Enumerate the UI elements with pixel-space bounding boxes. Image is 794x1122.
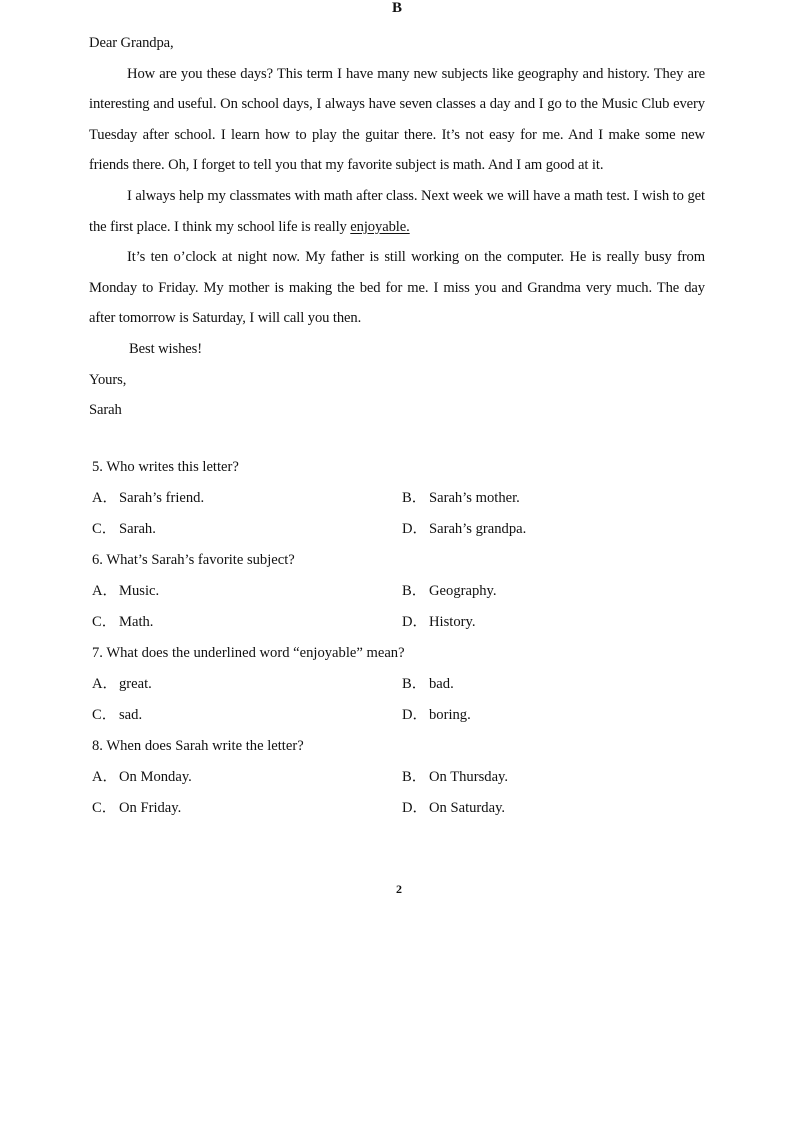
option-c[interactable] — [92, 607, 402, 638]
letter-paragraph-3: It’s ten o’clock at night now. My father is still working on the computer. He is really busy from Monday to Friday. My mother is making the bed for me. I miss you and Grandma very much. The day after tomorrow is Saturday, I will call you then. — [89, 249, 705, 327]
option-row — [92, 762, 712, 793]
option-row — [92, 793, 712, 824]
page-number: 2 — [396, 882, 402, 896]
section-label: B — [392, 0, 403, 16]
option-text: Sarah’s grandpa. — [429, 521, 527, 537]
option-row — [92, 669, 712, 700]
option-row — [92, 700, 712, 731]
option-c[interactable] — [92, 793, 402, 824]
question-stem: 5. Who writes this letter? — [92, 459, 239, 475]
option-text: On Saturday. — [429, 800, 506, 816]
option-letter: A． — [92, 676, 118, 692]
option-letter: C． — [92, 614, 117, 630]
option-b[interactable] — [402, 669, 712, 700]
option-text: On Thursday. — [429, 769, 509, 785]
option-text: Sarah’s friend. — [119, 490, 205, 506]
option-c[interactable] — [92, 700, 402, 731]
option-text: On Monday. — [119, 769, 192, 785]
option-text: sad. — [119, 707, 143, 723]
option-d[interactable] — [402, 514, 712, 545]
question-stem: 8. When does Sarah write the letter? — [92, 738, 304, 754]
option-b[interactable] — [402, 483, 712, 514]
letter-paragraph-2 — [89, 181, 705, 242]
option-letter: C． — [92, 521, 117, 537]
letter-paragraph-2-text: I always help my classmates with math after class. Next week we will have a math test. I wish to get the first place. I think my school life is really — [89, 187, 705, 235]
option-a[interactable] — [92, 762, 402, 793]
option-letter: A． — [92, 583, 118, 599]
letter-signoff: Yours, — [89, 371, 127, 388]
option-text: On Friday. — [119, 800, 182, 816]
question-stem: 7. What does the underlined word “enjoyable” mean? — [92, 645, 405, 661]
option-a[interactable] — [92, 576, 402, 607]
option-c[interactable] — [92, 514, 402, 545]
option-letter: B． — [402, 676, 427, 692]
option-letter: C． — [92, 800, 117, 816]
letter-greeting: Dear Grandpa, — [89, 35, 174, 51]
option-b[interactable] — [402, 762, 712, 793]
option-row — [92, 514, 712, 545]
option-letter: A． — [92, 490, 118, 506]
option-d[interactable] — [402, 700, 712, 731]
letter-paragraph-1: How are you these days? This term I have many new subjects like geography and history. They are interesting and useful. On school days, I always have seven classes a day and I go to the Music Club every Tuesday after school. I learn how to play the guitar there. It’s not easy for me. And I make some new friends there. Oh, I forget to tell you that my favorite subject is math. And I am good at it. — [89, 65, 705, 174]
question-stem: 6. What’s Sarah’s favorite subject? — [92, 552, 295, 568]
option-letter: D． — [402, 800, 428, 816]
option-text: great. — [119, 676, 152, 692]
option-text: bad. — [429, 676, 454, 692]
option-letter: B． — [402, 490, 427, 506]
option-text: Music. — [119, 583, 160, 599]
option-text: Geography. — [429, 583, 497, 599]
letter-closing: Best wishes! — [129, 340, 202, 357]
option-letter: D． — [402, 614, 428, 630]
option-d[interactable] — [402, 793, 712, 824]
option-letter: A． — [92, 769, 118, 785]
option-text: Math. — [119, 614, 154, 630]
option-row — [92, 576, 712, 607]
question-list — [92, 452, 712, 824]
option-letter: D． — [402, 707, 428, 723]
option-a[interactable] — [92, 483, 402, 514]
option-text: History. — [429, 614, 476, 630]
option-d[interactable] — [402, 607, 712, 638]
option-b[interactable] — [402, 576, 712, 607]
option-text: boring. — [429, 707, 471, 723]
option-a[interactable] — [92, 669, 402, 700]
option-letter: D． — [402, 521, 428, 537]
option-text: Sarah’s mother. — [429, 490, 520, 506]
option-row — [92, 483, 712, 514]
letter — [89, 28, 705, 426]
option-row — [92, 607, 712, 638]
option-text: Sarah. — [119, 521, 156, 537]
option-letter: B． — [402, 583, 427, 599]
letter-signature: Sarah — [89, 402, 122, 419]
underlined-word: enjoyable. — [350, 218, 410, 235]
option-letter: B． — [402, 769, 427, 785]
option-letter: C． — [92, 707, 117, 723]
